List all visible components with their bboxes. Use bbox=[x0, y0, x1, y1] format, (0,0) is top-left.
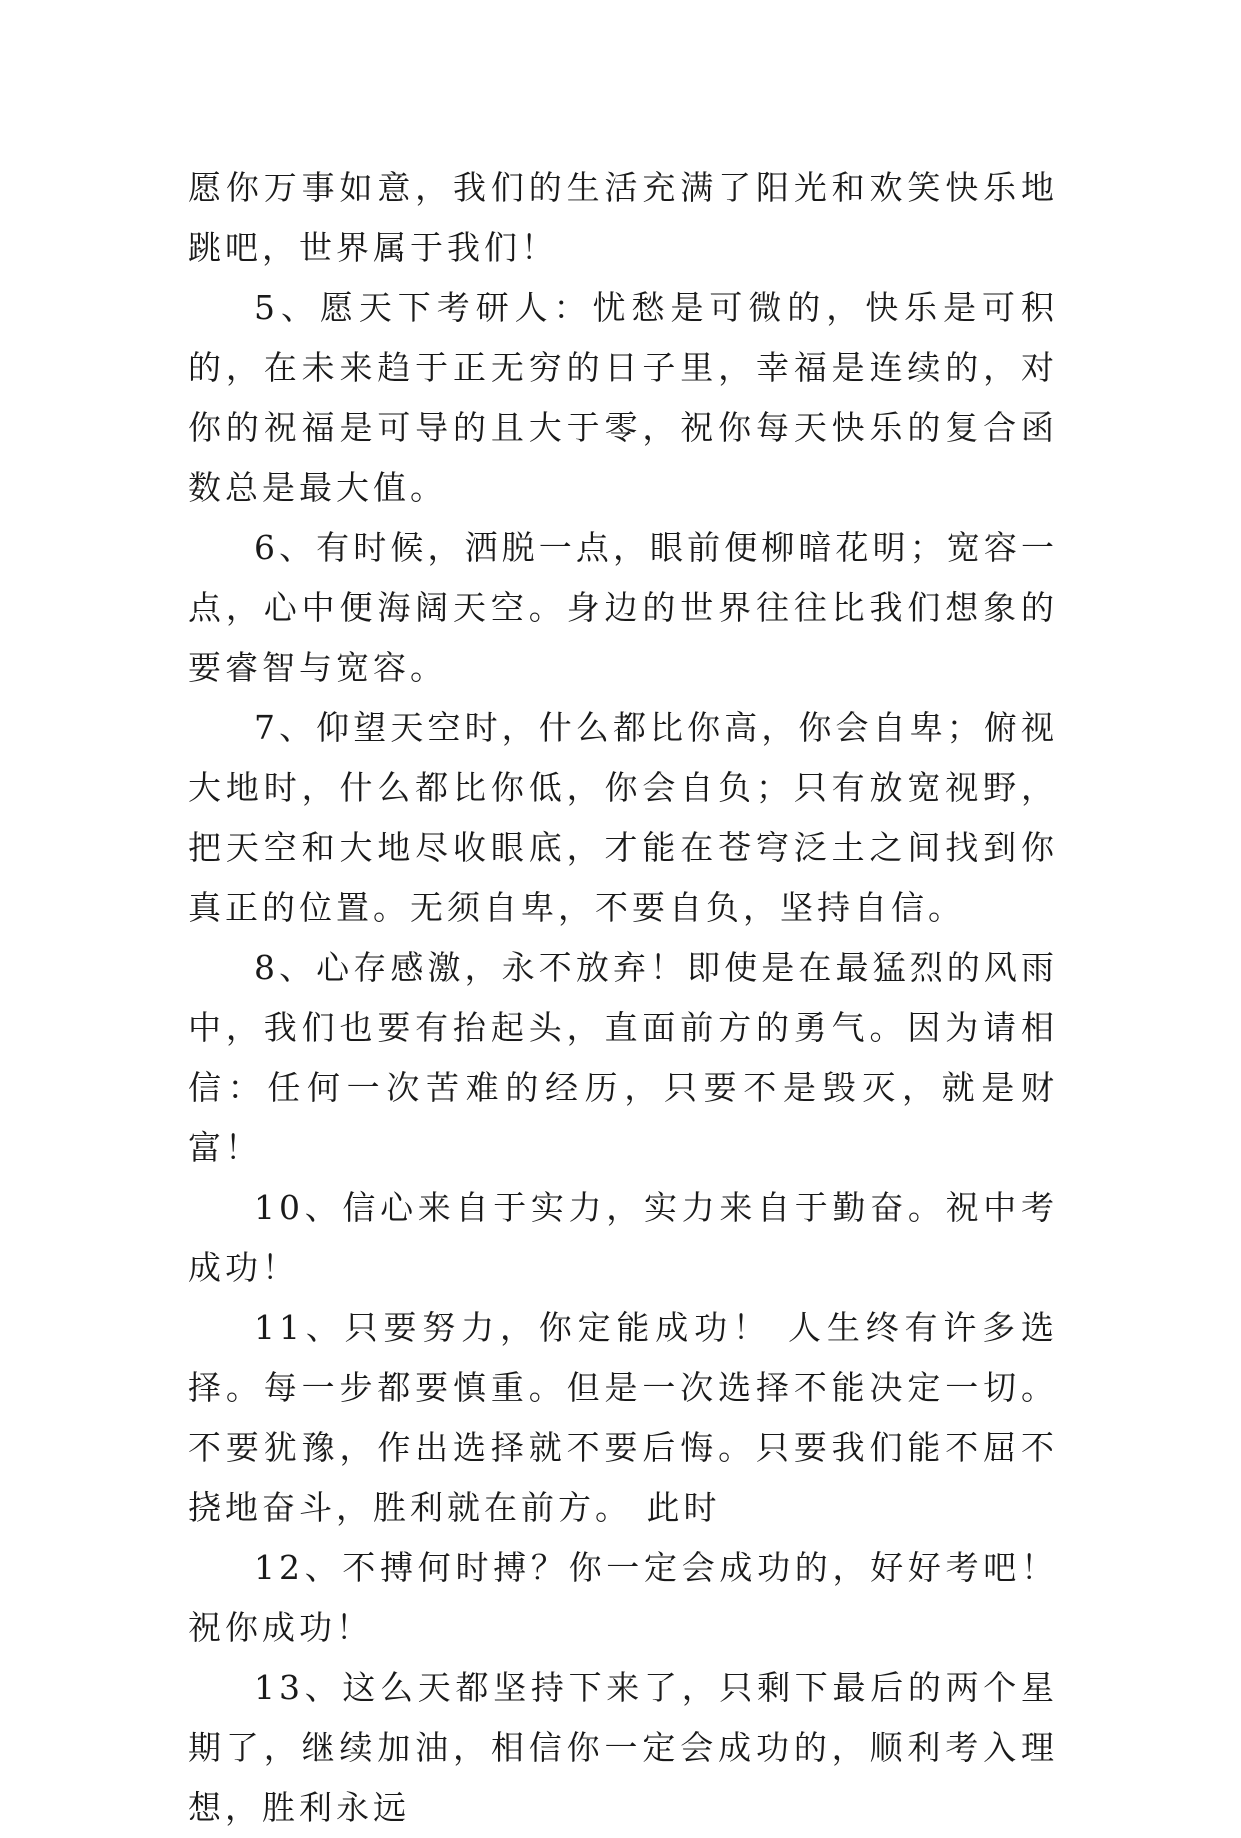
paragraph-10: 10、信心来自于实力，实力来自于勤奋。祝中考成功！ bbox=[188, 1188, 1058, 1287]
paragraph-continuation: 愿你万事如意，我们的生活充满了阳光和欢笑快乐地跳吧，世界属于我们！ bbox=[188, 168, 1058, 267]
paragraph-6: 6、有时候，洒脱一点，眼前便柳暗花明；宽容一点，心中便海阔天空。身边的世界往往比我们想象的要睿智与宽容。 bbox=[188, 528, 1058, 687]
document-body bbox=[188, 158, 1058, 1838]
paragraph-7: 7、仰望天空时，什么都比你高，你会自卑；俯视大地时，什么都比你低，你会自负；只有放宽视野，把天空和大地尽收眼底，才能在苍穹泛土之间找到你真正的位置。无须自卑，不要自负，坚持自信。 bbox=[188, 708, 1058, 927]
paragraph-8: 8、心存感激，永不放弃！即使是在最猛烈的风雨中，我们也要有抬起头，直面前方的勇气。因为请相信：任何一次苦难的经历，只要不是毁灭，就是财富！ bbox=[188, 948, 1058, 1167]
paragraph-13: 13、这么天都坚持下来了，只剩下最后的两个星期了，继续加油，相信你一定会成功的，顺利考入理想，胜利永远 bbox=[188, 1668, 1058, 1827]
paragraph-11: 11、只要努力，你定能成功！ 人生终有许多选择。每一步都要慎重。但是一次选择不能决定一切。不要犹豫，作出选择就不要后悔。只要我们能不屈不挠地奋斗，胜利就在前方。 此时 bbox=[188, 1308, 1058, 1527]
paragraph-5: 5、愿天下考研人：忧愁是可微的，快乐是可积的，在未来趋于正无穷的日子里，幸福是连续的，对你的祝福是可导的且大于零，祝你每天快乐的复合函数总是最大值。 bbox=[188, 288, 1058, 507]
paragraph-12: 12、不搏何时搏？你一定会成功的，好好考吧！祝你成功！ bbox=[188, 1548, 1058, 1647]
